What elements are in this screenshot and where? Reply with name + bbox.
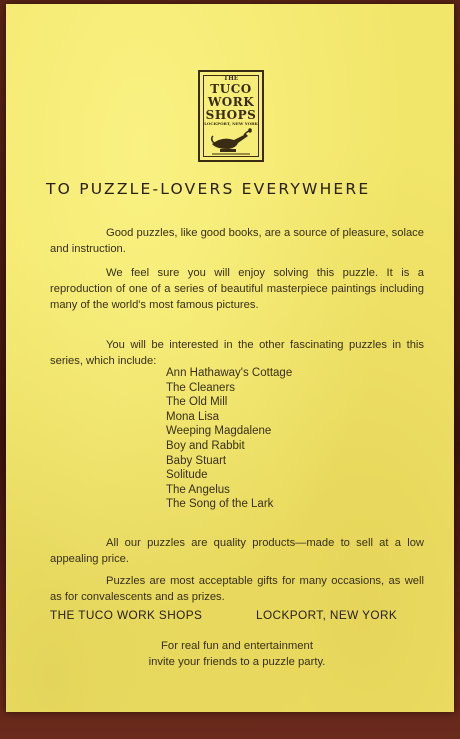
list-item: Baby Stuart xyxy=(166,454,227,467)
list-item: The Old Mill xyxy=(166,396,228,409)
list-item: Boy and Rabbit xyxy=(166,439,245,452)
list-item: Ann Hathaway's Cottage xyxy=(166,367,293,379)
quality-paragraph: All our puzzles are quality products—made to sell at a low appealing price. xyxy=(50,537,424,566)
logo-text-work: WORK xyxy=(207,95,255,109)
intro-paragraph-3: You will be interested in the other fascinating puzzles in this series, which include: xyxy=(50,339,424,368)
list-item: Mona Lisa xyxy=(166,410,220,423)
closing-line-1: For real fun and entertainment xyxy=(161,640,313,652)
closing-line-2: invite your friends to a puzzle party. xyxy=(148,656,326,668)
list-item: Weeping Magdalene xyxy=(166,425,272,438)
puzzle-insert-card xyxy=(6,4,454,712)
gifts-paragraph: Puzzles are most acceptable gifts for many occasions, as well as for convalescents and as prizes. xyxy=(50,575,424,604)
intro-paragraph-2: We feel sure you will enjoy solving this puzzle. It is a reproduction of one of a series of beautiful masterpiece paintings including many of the world's most famous pictures. xyxy=(50,267,424,312)
tuco-logo xyxy=(198,70,264,162)
intro-paragraph-1: Good puzzles, like good books, are a source of pleasure, solace and instruction. xyxy=(50,227,424,256)
list-item: The Cleaners xyxy=(166,381,236,394)
company-name: THE TUCO WORK SHOPS xyxy=(50,608,203,622)
logo-text-location: LOCKPORT, NEW YORK xyxy=(204,121,258,126)
logo-text-the: THE xyxy=(223,75,239,82)
logo-text-tuco: TUCO xyxy=(210,82,252,96)
page-title: TO PUZZLE-LOVERS EVERYWHERE xyxy=(46,180,371,198)
puzzle-titles-list xyxy=(166,366,366,512)
list-item: Solitude xyxy=(166,469,208,482)
list-item: The Song of the Lark xyxy=(166,498,274,511)
list-item: The Angelus xyxy=(166,483,230,496)
oil-lamp-icon xyxy=(208,128,254,156)
company-location: LOCKPORT, NEW YORK xyxy=(256,608,398,622)
logo-text-shops: SHOPS xyxy=(205,108,257,122)
